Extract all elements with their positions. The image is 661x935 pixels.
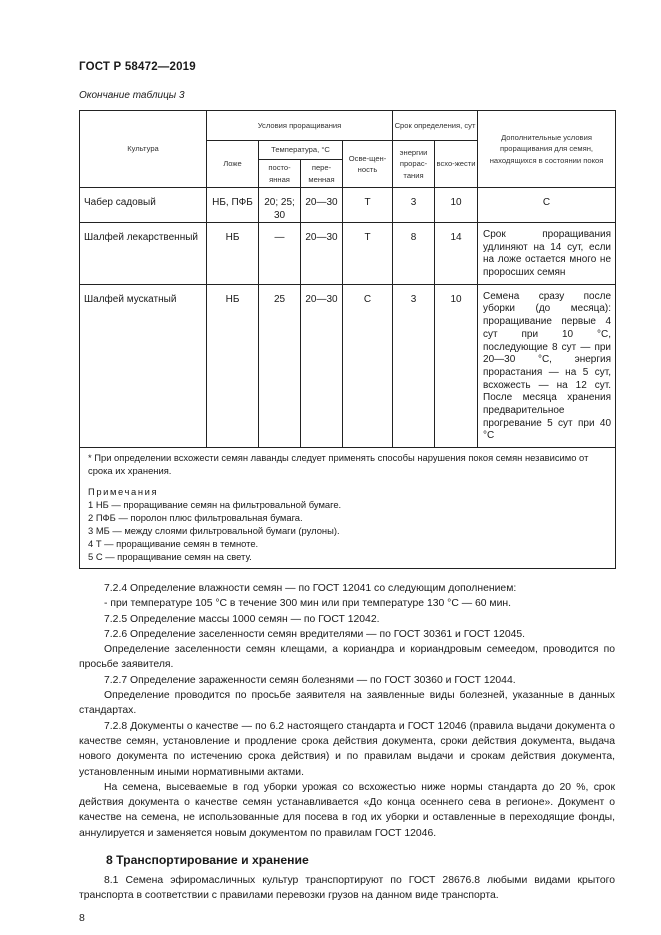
cell-germination: 10 bbox=[435, 284, 478, 447]
col-culture-header: Культура bbox=[80, 111, 207, 188]
paragraph: 7.2.6 Определение заселенности семян вредителями — по ГОСТ 30361 и ГОСТ 12045. bbox=[104, 628, 526, 640]
col-light-header: Осве-щен-ность bbox=[343, 141, 393, 188]
cell-additional: Срок проращивания удлиняют на 14 сут, если на ложе остается много не проросших семян bbox=[478, 223, 616, 285]
cell-bed: НБ, ПФБ bbox=[207, 188, 259, 223]
cell-light: Т bbox=[343, 223, 393, 285]
cell-light: Т bbox=[343, 188, 393, 223]
paragraph: 7.2.4 Определение влажности семян — по ГОСТ 12041 со следующим дополнением: bbox=[104, 583, 517, 594]
col-germination-header: всхо-жести bbox=[435, 141, 478, 188]
table-row bbox=[80, 188, 616, 223]
note-item: 2 ПФБ — поролон плюс фильтровальная бумага. bbox=[88, 511, 303, 523]
cell-additional: С bbox=[478, 188, 616, 223]
col-constant-header: посто-янная bbox=[259, 160, 301, 188]
cell-light: С bbox=[343, 284, 393, 447]
cell-constant: 20; 25; 30 bbox=[259, 188, 301, 223]
cell-variable: 20—30 bbox=[301, 188, 343, 223]
col-term-header: Срок определения, сут bbox=[393, 111, 478, 141]
col-temperature-header: Температура, °С bbox=[259, 141, 343, 160]
page-number: 8 bbox=[79, 912, 85, 924]
cell-bed: НБ bbox=[207, 223, 259, 285]
paragraph: 8.1 Семена эфиромасличных культур транспортируют по ГОСТ 28676.8 любыми видами крытого транспорта в соответствии с правилами перевозки грузов на данном виде транспорта. bbox=[79, 875, 615, 902]
paragraph: 7.2.8 Документы о качестве — по 6.2 настоящего стандарта и ГОСТ 12046 (правила выдачи документа о качестве семян, установление и продление срока действия документа, сроки действия документа, выдача нового документа по истечению срока действия) и по правилам выдачи и срокам действия документа, установленным иными нормативными актами. bbox=[79, 720, 615, 778]
table-row bbox=[80, 284, 616, 447]
paragraph: Определение проводится по просьбе заявителя на заявленные виды болезней, указанные в данных стандартах. bbox=[79, 690, 615, 717]
document-header: ГОСТ Р 58472—2019 bbox=[79, 61, 196, 73]
cell-culture: Шалфей мускатный bbox=[80, 284, 207, 447]
cell-energy: 3 bbox=[393, 188, 435, 223]
table-row bbox=[80, 223, 616, 285]
cell-variable: 20—30 bbox=[301, 284, 343, 447]
note-item: 5 С — проращивание семян на свету. bbox=[88, 550, 252, 562]
table-footnote: * При определении всхожести семян лаванды следует применять способы нарушения покоя семян независимо от срока их хранения. bbox=[88, 452, 589, 476]
note-item: 1 НБ — проращивание семян на фильтровальной бумаге. bbox=[88, 498, 342, 510]
note-item: 3 МБ — между слоями фильтровальной бумаги (рулоны). bbox=[88, 524, 340, 536]
body-text bbox=[79, 581, 615, 841]
col-additional-header: Дополнительные условия проращивания для семян, находящихся в состоянии покоя bbox=[478, 111, 616, 188]
section-body bbox=[79, 873, 615, 904]
col-bed-header: Ложе bbox=[207, 141, 259, 188]
col-energy-header: энергии прорас-тания bbox=[393, 141, 435, 188]
cell-constant: — bbox=[259, 223, 301, 285]
cell-energy: 8 bbox=[393, 223, 435, 285]
table-caption: Окончание таблицы 3 bbox=[79, 90, 185, 101]
notes-title: Примечания bbox=[88, 485, 159, 497]
germination-table bbox=[79, 110, 616, 569]
paragraph: 7.2.7 Определение зараженности семян болезнями — по ГОСТ 30360 и ГОСТ 12044. bbox=[104, 674, 516, 686]
paragraph: 7.2.5 Определение массы 1000 семян — по ГОСТ 12042. bbox=[104, 613, 380, 625]
section-heading: 8 Транспортирование и хранение bbox=[106, 853, 309, 867]
col-variable-header: пере-менная bbox=[301, 160, 343, 188]
paragraph: На семена, высеваемые в год уборки урожая со всхожестью ниже нормы стандарта до 20 %, срок действия документа о качестве семян устанавливается «До конца осеннего сева в регионе». Документ о качестве на семена, не использованные для посева в год их уборки и оставленные в переходящие фонды, аннулируется и заменяется новым документом по правилам ГОСТ 12046. bbox=[79, 781, 615, 839]
cell-germination: 10 bbox=[435, 188, 478, 223]
cell-germination: 14 bbox=[435, 223, 478, 285]
paragraph: Определение заселенности семян клещами, а кориандра и кориандровым семеедом, проводится по просьбе заявителя. bbox=[79, 644, 615, 671]
cell-additional: Семена сразу после уборки (до месяца): проращивание первые 4 сут при 10 °С, последующие 8 сут — при 20—30 °С, энергия прорастания — на 5 сут, всхожесть — на 12 сут. После месяца хранения предварительное прогревание 5 сут при 40 °С bbox=[478, 284, 616, 447]
cell-variable: 20—30 bbox=[301, 223, 343, 285]
cell-culture: Шалфей лекарственный bbox=[80, 223, 207, 285]
note-item: 4 Т — проращивание семян в темноте. bbox=[88, 537, 259, 549]
cell-energy: 3 bbox=[393, 284, 435, 447]
cell-culture: Чабер садовый bbox=[80, 188, 207, 223]
cell-constant: 25 bbox=[259, 284, 301, 447]
paragraph: - при температуре 105 °С в течение 300 мин или при температуре 130 °С — 60 мин. bbox=[104, 598, 512, 610]
cell-bed: НБ bbox=[207, 284, 259, 447]
col-conditions-header: Условия проращивания bbox=[207, 111, 393, 141]
table-notes bbox=[80, 448, 616, 569]
